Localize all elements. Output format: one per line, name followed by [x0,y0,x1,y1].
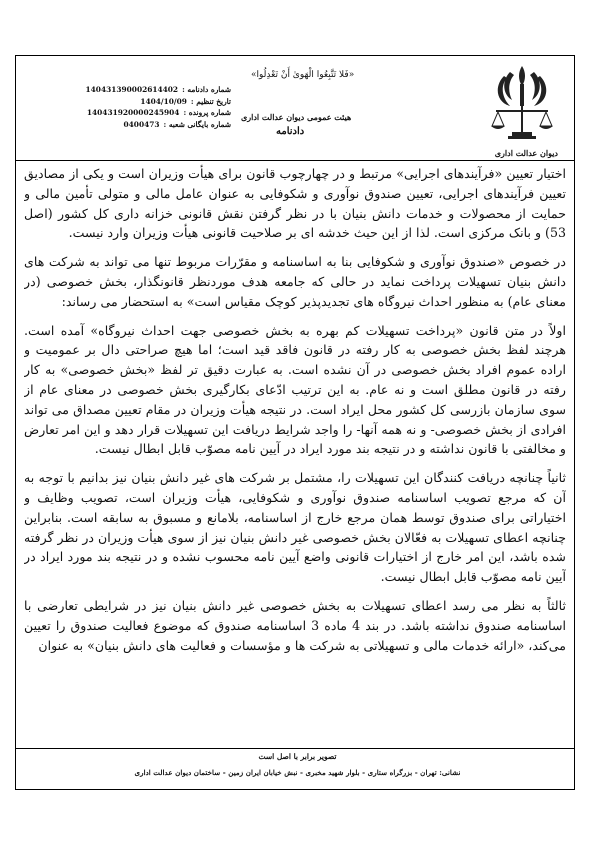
body-paragraph: اختیار تعیین «فرآیندهای اجرایی» مرتبط و در چهارچوب قانون برای هیأت وزیران است و یکی از مصادیق تعیین فرآیندهای اجرایی، تعیین صندوق نوآوری و شکوفایی به عنوان عامل مالی و متولی تأمین مالی و حمایت از محصولات و خدمات دانش بنیان با در نظر گرفتن نقش قانونی خزانه داری کل کشور (اصل 53) و بانک مرکزی است. لذا از این حیث خدشه ای بر صلاحیت قانونی هیأت وزیران وارد نیست. [24,166,566,241]
court-address: نشانی: تهران - بزرگراه ستاری - بلوار شهید مخبری - نبش خیابان ایران زمین - ساختمان دیوان عدالت اداری [134,768,461,777]
meta-value: 0400473 [123,119,160,129]
iran-emblem-icon [488,62,556,144]
meta-label: شماره پرونده : [183,108,231,117]
meta-verdict-number [71,84,231,96]
meta-archive-number [71,119,231,131]
body-paragraph: در خصوص «صندوق نوآوری و شکوفایی بنا به اساسنامه و مقرّرات مربوط تنها می تواند به شرکت های دانش بنیان تسهیلات پرداخت نماید در حالی که جامعه هدف موردنظر قانونگذار، بخش خصوصی (در معنای عام) به منظور احداث نیروگاه های تجدیدپذیر کوچک مقیاس است» به استحضار می رساند: [24,254,566,309]
certified-copy-stamp: تصویر برابر با اصل است [258,752,337,761]
body-paragraph: ثالثاً به نظر می رسد اعطای تسهیلات به بخش خصوصی غیر دانش بنیان نیز در شرایطی تعارضی با اساسنامه صندوق نداشته باشد. در بند 4 ماده 3 اساسنامه صندوق که موضوع فعالیت صندوق را تعیین می‌کند، «ارائه خدمات مالی و تسهیلاتی به شرکت ها و مؤسسات و فعالیت های دانش بنیان» به عنوان [24,597,566,653]
meta-value: 140431920000245904 [86,108,180,117]
meta-case-number [71,107,231,119]
document-type-title: دادنامه [276,126,305,137]
footer-divider [16,748,574,749]
board-title: هیئت عمومی دیوان عدالت اداری [241,112,352,122]
meta-value: 1404/10/09 [140,96,187,106]
body-paragraph: ثانیاً چنانچه دریافت کنندگان این تسهیلات را، مشتمل بر شرکت های غیر دانش بنیان نیز بدانیم با توجه به آن که مرجع تصویب اساسنامه صندوق نوآوری و شکوفایی، هیأت وزیران است، تصویب وظایف و اختیاراتی برای صندوق توسط همان مرجع خارج از اساسنامه، بلامانع و مسبوق به سابقه است. بنابراین چنانچه اعطای تسهیلات به فعّالان بخش خصوصی غیر دانش بنیان نیز از سوی هیأت وزیران در نظر گرفته شده باشد، این امر خارج از اختیارات قانونی واضع آیین نامه محسوب نشده و در نتیجه بند مورد ایراد در آیین نامه مصوّب قابل ابطال نیست. [24,470,566,585]
header-divider [16,160,574,161]
meta-label: شماره دادنامه : [182,85,231,94]
document-metadata [71,84,231,130]
meta-label: تاریخ تنظیم : [190,96,231,106]
meta-issue-date [71,96,231,108]
meta-label: شماره بایگانی شعبه : [163,119,231,129]
court-name: دیوان عدالت اداری [494,148,558,158]
meta-value: 140431390002614402 [85,85,179,94]
body-paragraph: اولاً در متن قانون «پرداخت تسهیلات کم بهره به بخش خصوصی جهت احداث نیروگاه» آمده است. هرچند لفظ بخش خصوصی به کار رفته در قانون فاقد قید است؛ اما هیچ صراحتی دال بر عمومیت و اراده عموم افراد بخش خصوصی در آن نشده است. به عبارت دقیق تر لفظ «بخش خصوصی» به کار رفته در قانون مطلق است و نه عام. به این ترتیب ادّعای بکارگیری بخش خصوصی در معنای عام از سوی سازمان بازرسی کل کشور محل ایراد است. در نتیجه هیأت وزیران در مقام تعیین مصداق می تواند افرادی از بخش خصوصی- و نه همه آنها- را واجد شرایط دریافت این تسهیلات قرار دهد و این امر تعارض و مخالفتی با قانون نداشته و در نتیجه بند مورد ایراد در آیین نامه مصوّب قابل ابطال نیست. [24,322,566,457]
document-header [16,56,574,161]
quran-verse: «فَلا تَتَّبِعُوا الْهَوىٰ أَنْ تَعْدِلُوا» [251,70,355,80]
document-body [24,164,566,744]
